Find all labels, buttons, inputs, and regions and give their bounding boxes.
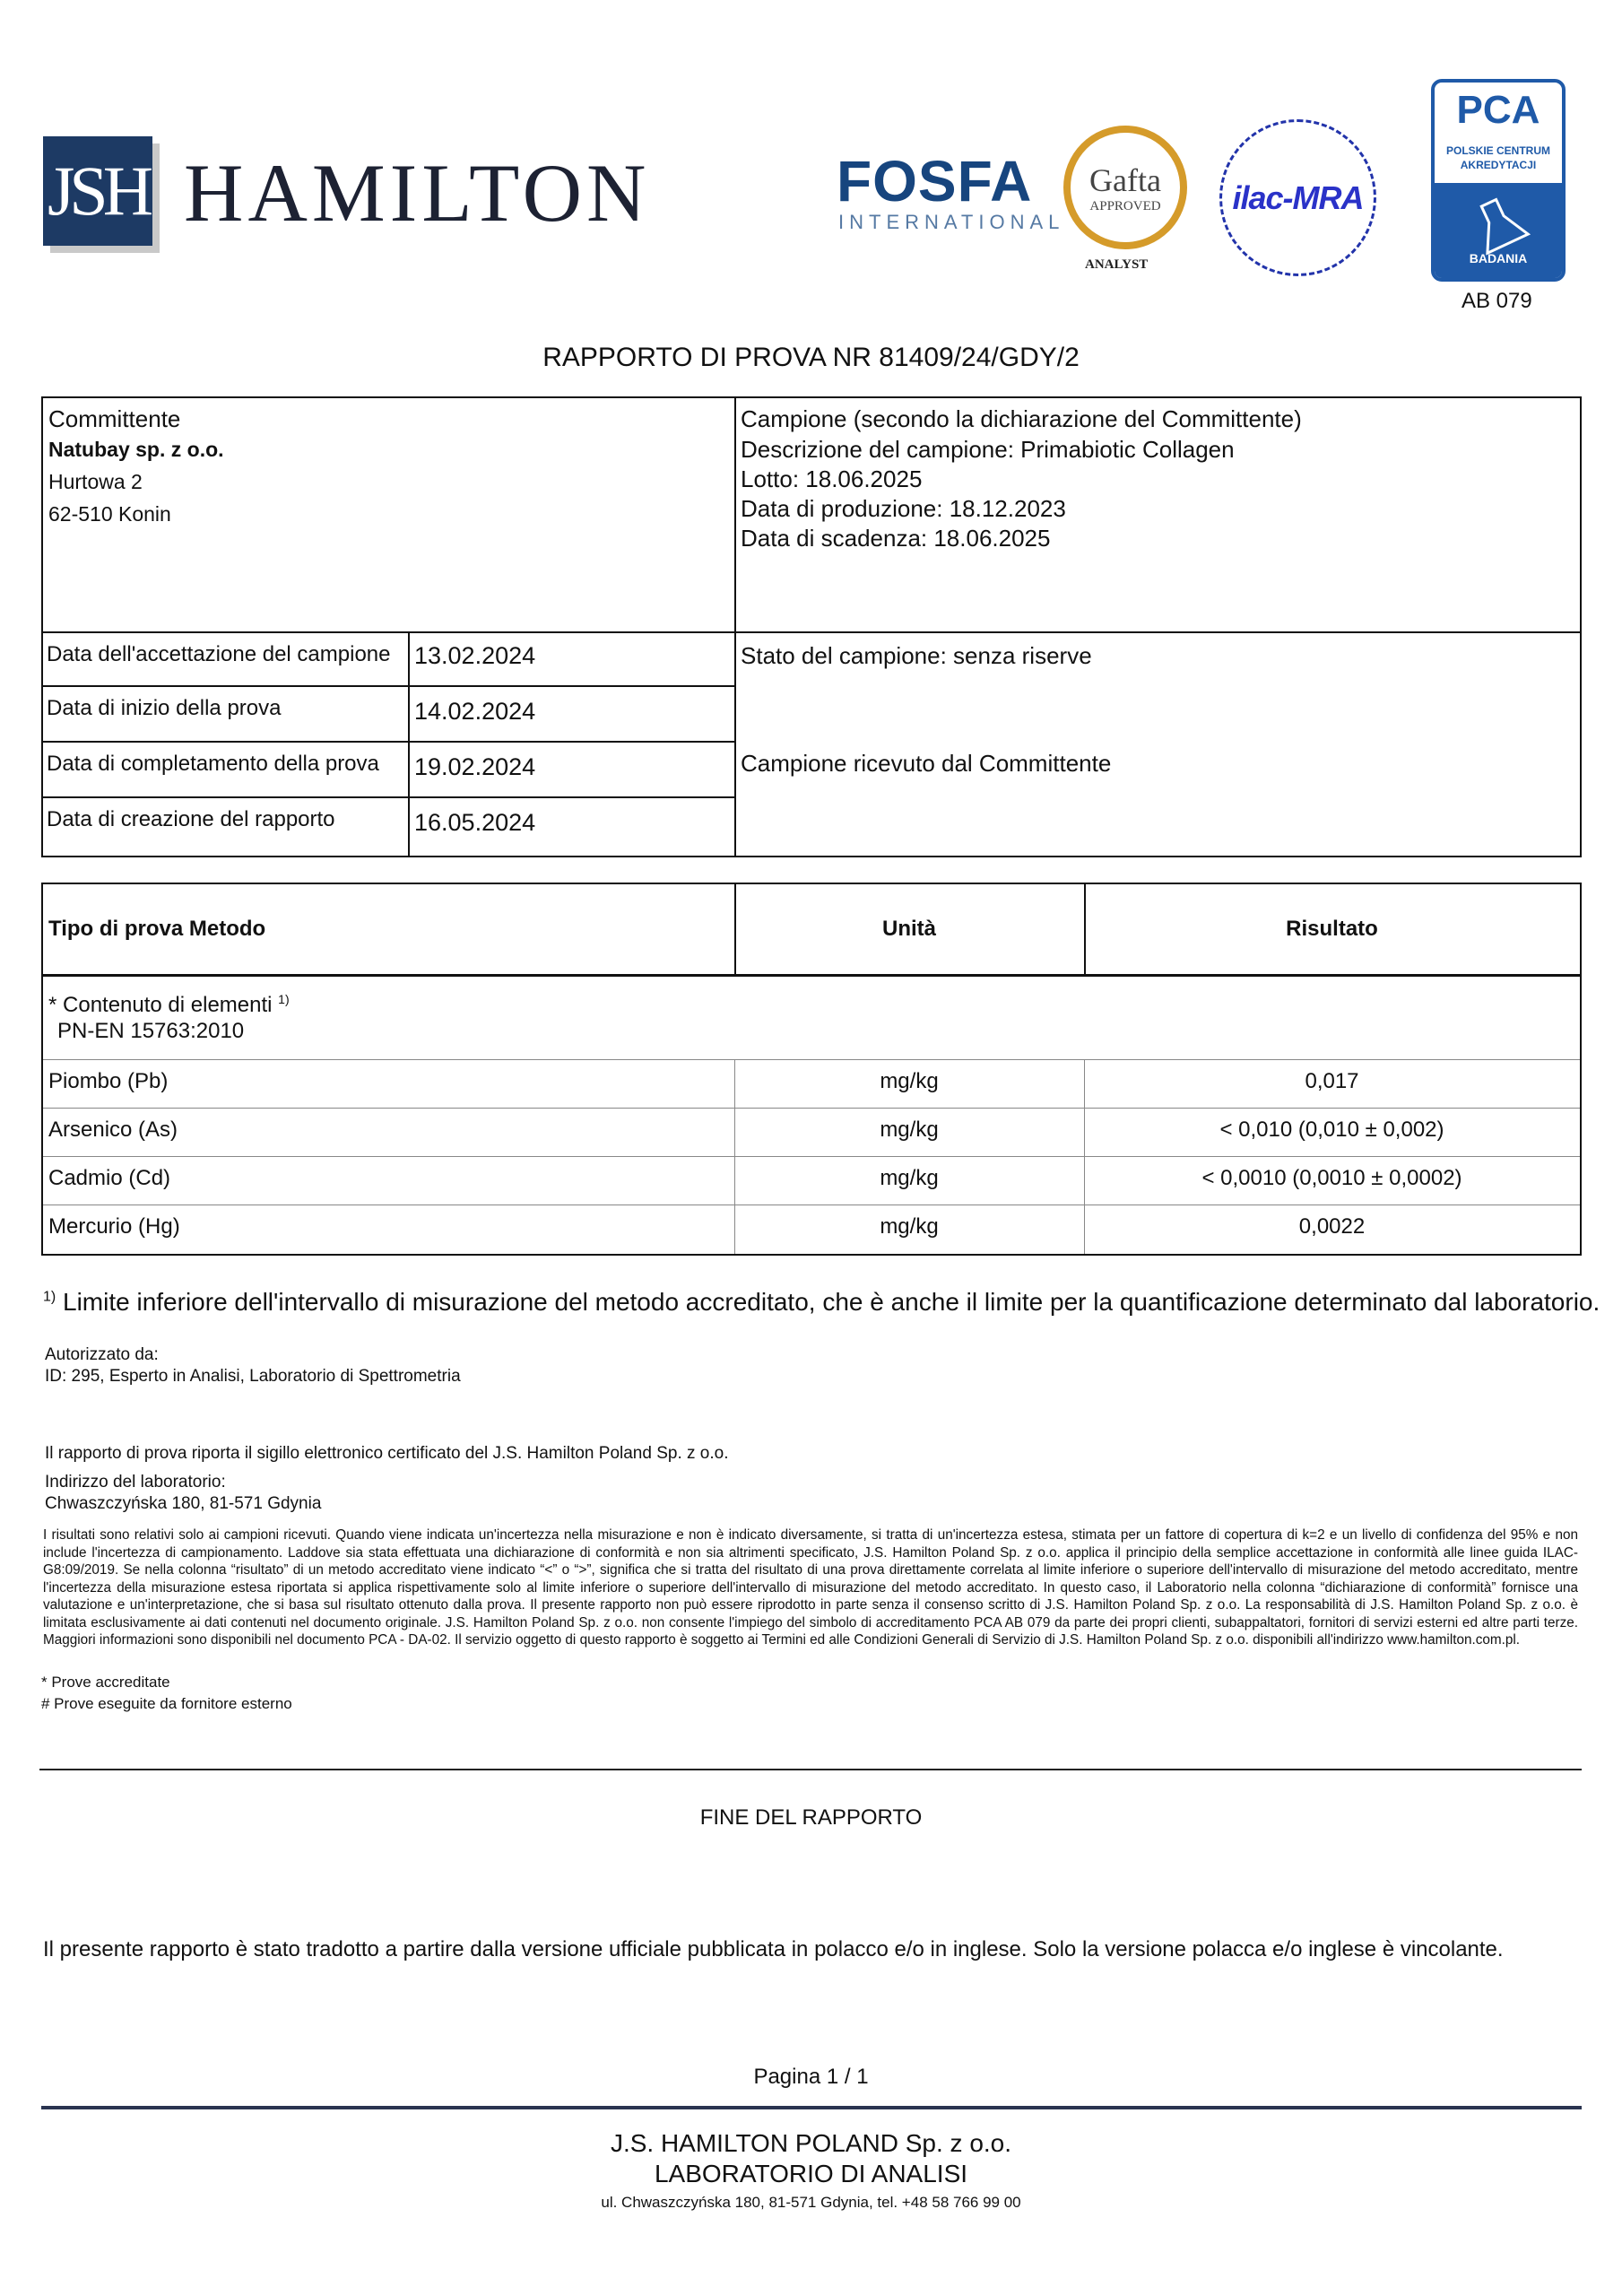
results-header-unit: Unità: [882, 917, 936, 941]
footnote: [43, 1288, 1600, 1317]
footer-divider: [41, 2106, 1582, 2109]
pca-accreditation-logo: [1431, 79, 1566, 282]
client-heading: Committente: [48, 405, 181, 432]
info-divider-horizontal: [43, 631, 1580, 633]
result-element-name: Arsenico (As): [48, 1118, 178, 1142]
gafta-analyst-label: ANALYST: [1085, 257, 1149, 272]
info-table: [41, 396, 1582, 857]
authorized-label: Autorizzato da:: [45, 1345, 159, 1364]
footer-company: J.S. HAMILTON POLAND Sp. z o.o.: [610, 2129, 1012, 2157]
footnote-text: Limite inferiore dell'intervallo di misurazione del metodo accreditato, che è anche il limite per la quantificazione determinato dal laboratorio.: [63, 1288, 1600, 1316]
pca-logo-text: PCA: [1456, 88, 1540, 132]
fosfa-logo: FOSFA: [837, 149, 1033, 213]
result-element-name: Mercurio (Hg): [48, 1214, 180, 1239]
legal-disclaimer: I risultati sono relativi solo ai campioni ricevuti. Quando viene indicata un'incertezza nella misurazione e non è indicato diversamente, si tratta di un'incertezza estesa, stimata per un fattore di copertura di k=2 e un livello di confidenza del 95% e non include l'incertezza di campionamento. Laddove sia stata effettuata una dichiarazione di conformità e non sia altrimenti specificato, J.S. Hamilton Poland Sp. z o.o. applica il principio della semplice accettazione in conformità alle linee guida ILAC-G8:09/2019. Se nella colonna “risultato” di un metodo accreditato viene indicato “<” o “>”, significa che si tratta del risultato di una prova direttamente correlata al limite inferiore o superiore dell'intervallo di misurazione del metodo accreditato, mentre l'incertezza della misurazione estesa riportata si applica rispettivamente solo al limite inferiore o superiore dell'intervallo di misurazione del metodo accreditato. In questo caso, il Laboratorio nella colonna “dichiarazione di conformità” fornisce una valutazione e un'interpretazione, che si basa sul risultato ottenuto dalla prova. Il presente rapporto non può essere riprodotto in parte senza il consenso scritto di J.S. Hamilton Poland Sp. z o.o. La responsabilità di J.S. Hamilton Poland Sp. z o.o. è limitata esclusivamente ai dati contenuti nel documento originale. J.S. Hamilton Poland Sp. z o.o. non consente l'impiego del simbolo di accreditamento PCA AB 079 da parte dei propri clienti, subappaltatori, fornitori di servizi esterni ed altre parti terze. Maggiori informazioni sono disponibili nel documento PCA - DA-02. Il servizio oggetto di questo rapporto è soggetto ai Termini ed alle Condizioni Generali di Servizio di J.S. Hamilton Poland Sp. z o.o. disponibili all'indirizzo www.hamilton.com.pl.: [43, 1527, 1578, 1648]
results-header-result: Risultato: [1286, 917, 1378, 941]
translation-note: Il presente rapporto è stato tradotto a partire dalla versione ufficiale pubblicata in polacco e/o in inglese. Solo la versione polacca e/o inglese è vincolante.: [43, 1937, 1504, 1961]
end-of-report: FINE DEL RAPPORTO: [699, 1805, 923, 1830]
date-label: Data di completamento della prova: [47, 752, 379, 776]
dates-divider-vertical: [408, 631, 410, 856]
dates-row-line: [43, 685, 734, 687]
results-table: [41, 883, 1582, 1256]
legend-accredited: * Prove accreditate: [41, 1674, 170, 1691]
lab-address: Chwaszczyńska 180, 81-571 Gdynia: [45, 1494, 322, 1513]
date-value: 16.05.2024: [414, 809, 536, 836]
results-group-method: PN-EN 15763:2010: [57, 1019, 245, 1043]
results-header-method: Tipo di prova Metodo: [48, 917, 266, 941]
sample-expiry-date: Data di scadenza: 18.06.2025: [741, 525, 1051, 552]
pca-logo-subtitle-line2: AKREDYTACJI: [1460, 159, 1537, 171]
results-row-line: [43, 1156, 1580, 1157]
ilac-mra-logo: [1219, 119, 1376, 276]
result-value: 0,017: [1305, 1069, 1359, 1093]
results-header-line: [43, 974, 1580, 977]
result-unit: mg/kg: [880, 1166, 939, 1190]
date-label: Data di creazione del rapporto: [47, 807, 335, 831]
pca-logo-panel: [1435, 183, 1562, 278]
sample-description: Descrizione del campione: Primabiotic Collagen: [741, 436, 1235, 463]
gafta-logo-approved: APPROVED: [1089, 198, 1161, 213]
gafta-logo-text: Gafta: [1089, 161, 1161, 198]
date-value: 14.02.2024: [414, 698, 536, 725]
result-value: < 0,0010 (0,0010 ± 0,0002): [1201, 1166, 1462, 1190]
sample-lot: Lotto: 18.06.2025: [741, 465, 923, 492]
accreditation-number: AB 079: [1462, 289, 1532, 313]
results-row-line: [43, 1108, 1580, 1109]
jsh-monogram-logo: JSH: [43, 136, 152, 246]
pca-logo-subtitle-line1: POLSKIE CENTRUM: [1445, 144, 1550, 157]
dates-row-line: [43, 741, 734, 743]
report-title: RAPPORTO DI PROVA NR 81409/24/GDY/2: [542, 343, 1080, 372]
client-city: 62-510 Konin: [48, 502, 171, 526]
fosfa-logo-subtitle: INTERNATIONAL: [838, 211, 1065, 233]
divider: [39, 1769, 1582, 1770]
sample-production-date: Data di produzione: 18.12.2023: [741, 495, 1066, 522]
gafta-logo: [1063, 126, 1187, 249]
result-unit: mg/kg: [880, 1069, 939, 1093]
info-divider-vertical: [734, 398, 736, 856]
result-unit: mg/kg: [880, 1214, 939, 1239]
date-label: Data dell'accettazione del campione: [47, 642, 391, 666]
result-value: < 0,010 (0,010 ± 0,002): [1219, 1118, 1444, 1142]
lab-address-label: Indirizzo del laboratorio:: [45, 1473, 226, 1492]
sample-status: Stato del campione: senza riserve: [741, 642, 1092, 669]
client-street: Hurtowa 2: [48, 470, 143, 493]
pca-logo-badge: BADANIA: [1469, 251, 1528, 265]
results-group-title: [48, 992, 290, 1018]
date-value: 13.02.2024: [414, 642, 536, 669]
date-label: Data di inizio della prova: [47, 696, 282, 720]
footnote-mark: 1): [43, 1289, 56, 1305]
seal-note: Il rapporto di prova riporta il sigillo elettronico certificato del J.S. Hamilton Poland Sp. z o.o.: [45, 1444, 729, 1463]
authorized-by: ID: 295, Esperto in Analisi, Laboratorio di Spettrometria: [45, 1367, 461, 1386]
page-number: Pagina 1 / 1: [753, 2065, 869, 2089]
hamilton-logo-text: HAMILTON: [184, 147, 651, 239]
legend-external: # Prove eseguite da fornitore esterno: [41, 1695, 292, 1712]
dates-row-line: [43, 796, 734, 798]
sample-heading: Campione (secondo la dichiarazione del Committente): [741, 405, 1302, 432]
results-group-label: * Contenuto di elementi: [48, 993, 273, 1017]
result-element-name: Piombo (Pb): [48, 1069, 169, 1093]
result-unit: mg/kg: [880, 1118, 939, 1142]
client-name: Natubay sp. z o.o.: [48, 438, 224, 461]
results-row-line: [43, 1059, 1580, 1060]
sample-received-note: Campione ricevuto dal Committente: [741, 750, 1112, 777]
date-value: 19.02.2024: [414, 753, 536, 780]
footer-lab: LABORATORIO DI ANALISI: [654, 2160, 968, 2187]
flask-icon: [1435, 183, 1562, 282]
ilac-mra-logo-text: ilac-MRA: [1232, 178, 1364, 216]
result-value: 0,0022: [1298, 1214, 1366, 1239]
results-group-footnote-mark: 1): [278, 992, 290, 1006]
pca-logo-subtitle: [1435, 144, 1562, 172]
result-element-name: Cadmio (Cd): [48, 1166, 171, 1190]
footer-address: ul. Chwaszczyńska 180, 81-571 Gdynia, tel. +48 58 766 99 00: [601, 2194, 1021, 2211]
